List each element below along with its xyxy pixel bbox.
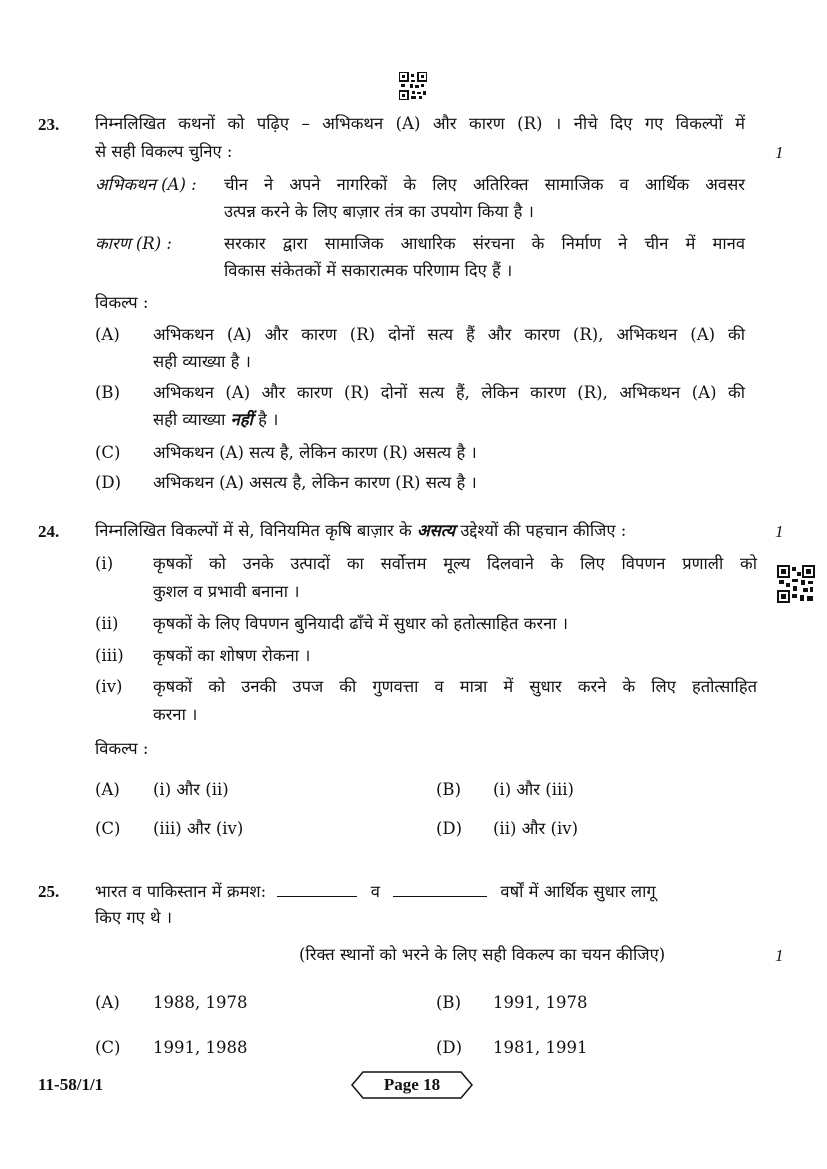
option-text: 1991, 1988 — [153, 1038, 248, 1057]
option-text-line-2: सही व्याख्या है । — [153, 352, 251, 371]
option-key: (A) — [95, 993, 120, 1012]
statement-key: (iii) — [95, 646, 124, 665]
stem-part-c: वर्षों में आर्थिक सुधार लागू — [500, 882, 656, 901]
statement-line-2: कुशल व प्रभावी बनाना । — [153, 582, 300, 601]
question-number: 23. — [38, 115, 60, 134]
assertion-label: अभिकथन (A) : — [95, 175, 197, 194]
option-text-line-1: अभिकथन (A) असत्य है, लेकिन कारण (R) सत्य है । — [153, 473, 477, 492]
statement-key: (iv) — [95, 677, 123, 696]
option-text-line-1: अभिकथन (A) और कारण (R) दोनों सत्य हैं, लेकिन कारण (R), अभिकथन (A) की — [153, 383, 745, 402]
stem-emphasis: असत्य — [416, 521, 456, 540]
marks: 1 — [775, 522, 784, 541]
page-number: Page 18 — [383, 1075, 441, 1094]
statement-key: (ii) — [95, 614, 119, 633]
option-key: (B) — [436, 993, 461, 1012]
statement-key: (i) — [95, 554, 114, 573]
option-text: 1981, 1991 — [493, 1038, 588, 1057]
instruction: (रिक्त स्थानों को भरने के लिए सही विकल्प का चयन कीजिए) — [299, 945, 666, 964]
option-key: (A) — [95, 325, 120, 344]
option-key: (B) — [95, 383, 120, 402]
statement-line-1: कृषकों का शोषण रोकना । — [153, 646, 311, 665]
assertion-line-1: चीन ने अपने नागरिकों के लिए अतिरिक्त सामाजिक व आर्थिक अवसर — [224, 175, 745, 194]
option-key: (C) — [95, 443, 121, 462]
statement-line-1: कृषकों के लिए विपणन बुनियादी ढाँचे में सुधार को हतोत्साहित करना । — [153, 614, 569, 633]
question-stem-line-1: निम्नलिखित कथनों को पढ़िए – अभिकथन (A) और कारण (R) । नीचे दिए गए विकल्पों में — [95, 114, 745, 133]
page-number-badge — [351, 1071, 473, 1099]
option-text: (i) और (ii) — [153, 780, 229, 799]
option-text: (i) और (iii) — [493, 780, 574, 799]
paper-code: 11-58/1/1 — [38, 1075, 104, 1094]
statement-line-2: करना । — [153, 705, 198, 724]
question-stem — [95, 522, 626, 541]
option-text-pre: सही व्याख्या — [153, 410, 231, 429]
question-stem-line-2: किए गए थे । — [95, 908, 173, 927]
option-key: (B) — [436, 780, 461, 799]
option-text-line-1: अभिकथन (A) और कारण (R) दोनों सत्य हैं और कारण (R), अभिकथन (A) की — [153, 325, 745, 344]
option-key: (D) — [436, 1038, 463, 1057]
option-key: (D) — [95, 473, 122, 492]
option-key: (A) — [95, 780, 120, 799]
qr-code-top-icon — [399, 72, 427, 100]
question-number: 24. — [38, 522, 60, 541]
option-text: (ii) और (iv) — [493, 819, 579, 838]
option-key: (C) — [95, 1038, 121, 1057]
stem-pre: निम्नलिखित विकल्पों में से, विनियमित कृषि बाज़ार के — [95, 521, 417, 540]
blank-1[interactable] — [277, 882, 357, 897]
option-key: (C) — [95, 819, 121, 838]
marks: 1 — [775, 143, 784, 162]
option-text-line-2 — [153, 411, 278, 430]
reason-label: कारण (R) : — [95, 234, 172, 253]
question-number: 25. — [38, 882, 60, 901]
question-stem-line-1 — [95, 882, 745, 902]
marks: 1 — [775, 946, 784, 965]
stem-part-a: भारत व पाकिस्तान में क्रमश: — [95, 882, 267, 901]
stem-post: उद्देश्यों की पहचान कीजिए : — [455, 521, 627, 540]
option-text: 1991, 1978 — [493, 993, 588, 1012]
options-label: विकल्प : — [95, 739, 149, 758]
option-text-line-1: अभिकथन (A) सत्य है, लेकिन कारण (R) असत्य है । — [153, 443, 477, 462]
reason-line-2: विकास संकेतकों में सकारात्मक परिणाम दिए हैं । — [224, 261, 513, 280]
question-stem-line-2: से सही विकल्प चुनिए : — [95, 142, 233, 161]
option-text-emphasis: नहीं — [230, 410, 253, 429]
statement-line-1: कृषकों को उनकी उपज की गुणवत्ता व मात्रा में सुधार करने के लिए हतोत्साहित — [153, 677, 757, 696]
assertion-line-2: उत्पन्न करने के लिए बाज़ार तंत्र का उपयोग किया है । — [224, 202, 534, 221]
reason-line-1: सरकार द्वारा सामाजिक आधारिक संरचना के निर्माण ने चीन में मानव — [224, 234, 745, 253]
option-key: (D) — [436, 819, 463, 838]
qr-code-side-icon — [777, 565, 815, 603]
stem-part-b: व — [370, 882, 380, 901]
option-text-post: है । — [252, 410, 279, 429]
option-text: (iii) और (iv) — [153, 819, 244, 838]
option-text: 1988, 1978 — [153, 993, 248, 1012]
blank-2[interactable] — [393, 882, 487, 897]
options-label: विकल्प : — [95, 293, 149, 312]
statement-line-1: कृषकों को उनके उत्पादों का सर्वोत्तम मूल्य दिलवाने के लिए विपणन प्रणाली को — [153, 554, 757, 573]
